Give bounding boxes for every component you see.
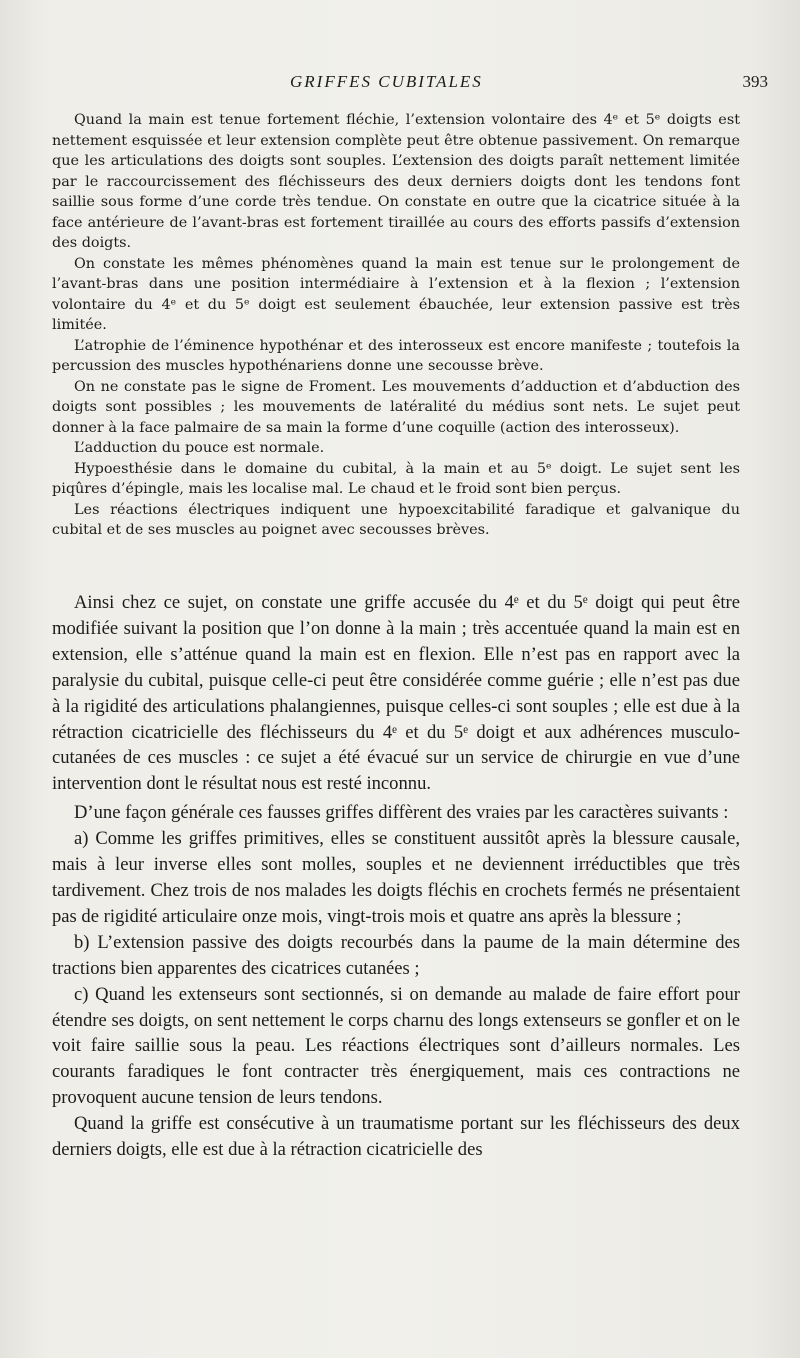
observation-paragraph-7: Les réactions électriques indiquent une hypoexcitabilité faradique et galvanique du cubital et de ses muscles au poignet avec secousses brèves.: [52, 501, 740, 538]
observation-paragraph-2: On constate les mêmes phénomènes quand la main est tenue sur le prolongement de l’avant-bras dans une position intermédiaire à l’extension et à la flexion ; l’extension volontaire du 4ᵉ et du 5ᵉ doigt est seulement ébauchée, leur extension passive est très limitée.: [52, 255, 740, 333]
main-body-text: [52, 590, 740, 1163]
page-header: [0, 72, 800, 98]
body-paragraph-6: Quand la griffe est consécutive à un traumatisme portant sur les fléchisseurs des deux derniers doigts, elle est due à la rétraction cicatricielle des: [52, 1113, 740, 1161]
body-paragraph-4: b) L’extension passive des doigts recourbés dans la paume de la main détermine des tractions bien apparentes des cicatrices cutanées ;: [52, 931, 740, 979]
running-title: GRIFFES CUBITALES: [290, 72, 483, 91]
observation-paragraph-1: Quand la main est tenue fortement fléchie, l’extension volontaire des 4ᵉ et 5ᵉ doigts est nettement esquissée et leur extension complète peut être obtenue passivement. On remarque que les articulations des doigts sont souples. L’extension des doigts paraît nettement limitée par le raccourcissement des fléchisseurs des deux derniers doigts dont les tendons font saillie sous forme d’une corde très tendue. On constate en outre que la cicatrice située à la face antérieure de l’avant-bras est fortement tiraillée au cours des efforts passifs d’extension des doigts.: [52, 112, 740, 251]
body-paragraph-5: c) Quand les extenseurs sont sectionnés, si on demande au malade de faire effort pour étendre ses doigts, on sent nettement le corps charnu des longs extenseurs se gonfler et on le voit faire saillie sous la peau. Les réactions électriques sont d’ailleurs normales. Les courants faradiques le font contracter très énergiquement, mais ces contractions ne provoquent aucune tension de leurs tendons.: [52, 983, 740, 1109]
body-paragraph-1: Ainsi chez ce sujet, on constate une griffe accusée du 4ᵉ et du 5ᵉ doigt qui peut être modifiée suivant la position que l’on donne à la main ; très accentuée quand la main est en extension, elle s’atténue quand la main est en flexion. Elle n’est pas en rapport avec la paralysie du cubital, puisque celle-ci peut être considérée comme guérie ; elle n’est pas due à la rigidité des articulations phalangiennes, puisque celles-ci sont souples ; elle est due à la rétraction cicatricielle des fléchisseurs du 4ᵉ et du 5ᵉ doigt et aux adhérences musculo-cutanées de ces muscles : ce sujet a été évacué sur un service de chirurgie en vue d’une intervention dont le résultat nous est resté inconnu.: [52, 592, 740, 795]
body-paragraph-2: D’une façon générale ces fausses griffes diffèrent des vraies par les caractères suivants :: [74, 802, 729, 824]
case-observation-block: [52, 110, 740, 541]
observation-paragraph-3: L’atrophie de l’éminence hypothénar et des interosseux est encore manifeste ; toutefois la percussion des muscles hypothénariens donne une secousse brève.: [52, 337, 740, 374]
observation-paragraph-4: On ne constate pas le signe de Froment. Les mouvements d’adduction et d’abduction des doigts sont possibles ; les mouvements de latéralité du médius sont nets. Le sujet peut donner à la face palmaire de sa main la forme d’une coquille (action des interosseux).: [52, 378, 740, 436]
observation-paragraph-5: L’adduction du pouce est normale.: [74, 440, 325, 456]
observation-paragraph-6: Hypoesthésie dans le domaine du cubital, à la main et au 5ᵉ doigt. Le sujet sent les piqûres d’épingle, mais les localise mal. Le chaud et le froid sont bien perçus.: [52, 460, 740, 497]
body-paragraph-3: a) Comme les griffes primitives, elles se constituent aussitôt après la blessure causale, mais à leur inverse elles sont molles, souples et ne deviennent irréductibles que très tardivement. Chez trois de nos malades les doigts fléchis en crochets fermés ne présentaient pas de rigidité articulaire onze mois, vingt-trois mois et quatre ans après la blessure ;: [52, 828, 740, 927]
page-number: 393: [742, 72, 768, 91]
